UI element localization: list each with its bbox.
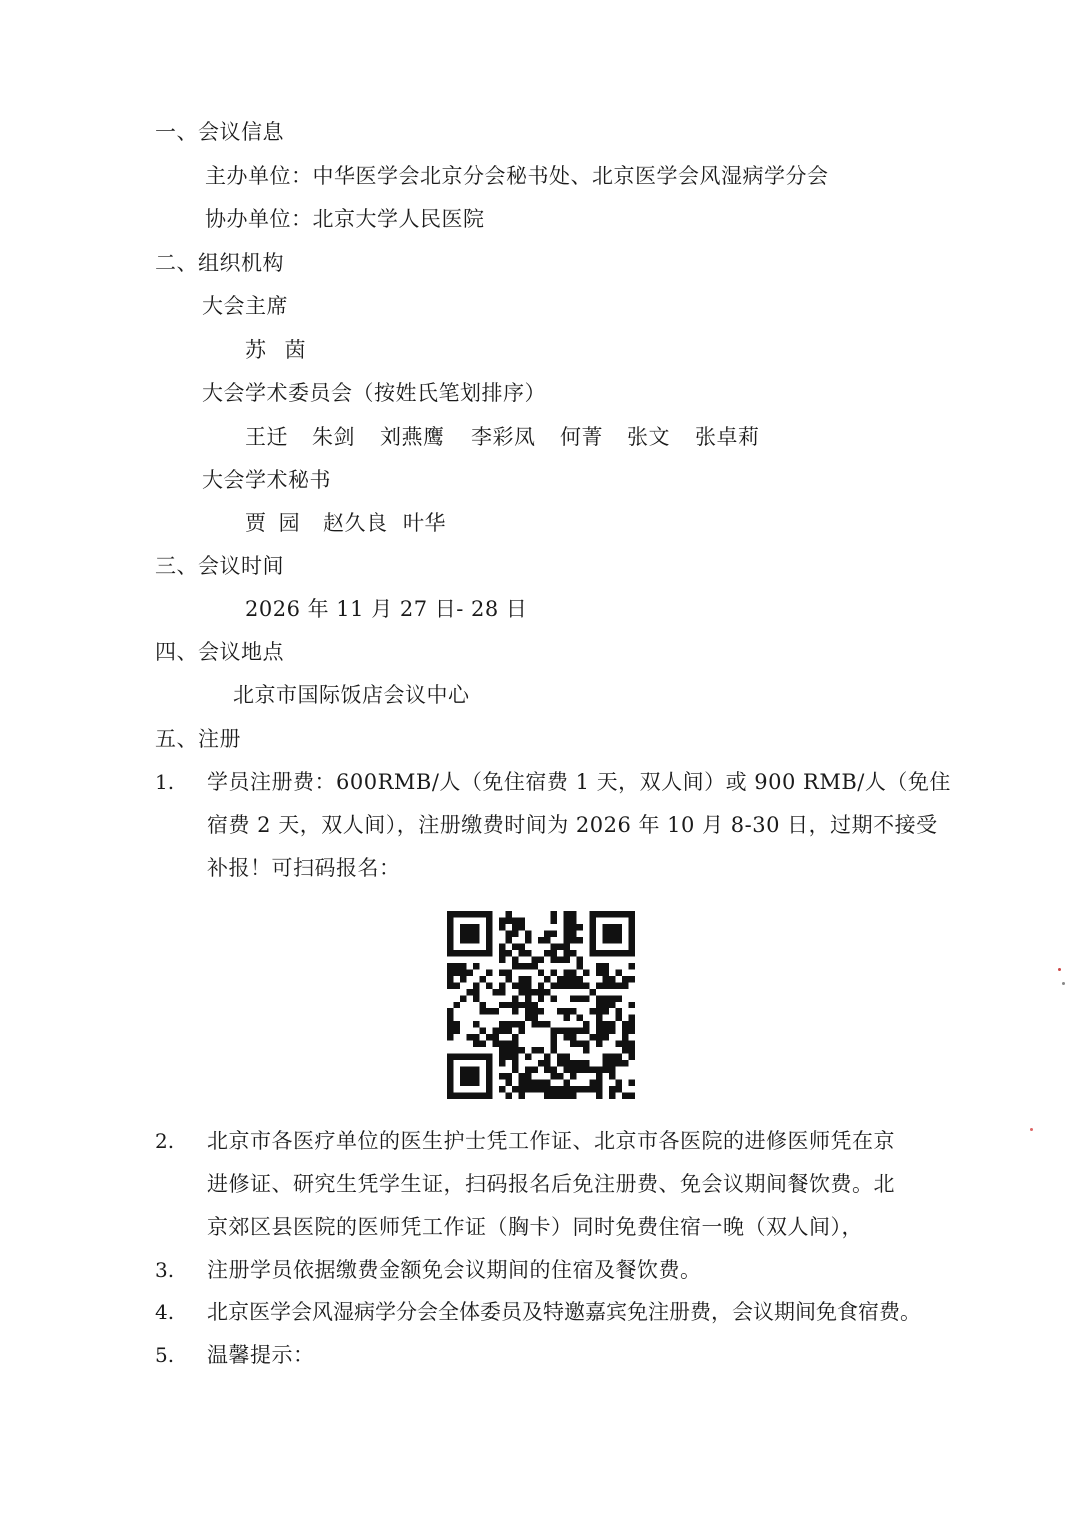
registration-qr-code[interactable] (446, 911, 636, 1099)
secretary-member: 叶华 (403, 511, 446, 535)
section-heading-meeting-time: 三、会议时间 (155, 554, 284, 578)
section-heading-meeting-venue: 四、会议地点 (155, 640, 284, 664)
committee-member: 张卓莉 (695, 425, 760, 449)
list-item-text: 学员注册费：600RMB/人（免住宿费 1 天，双人间）或 900 RMB/人（免住 (207, 770, 951, 794)
committee-member: 何菁 (560, 425, 603, 449)
qr-modules (447, 911, 635, 1099)
secretary-title: 大会学术秘书 (202, 468, 331, 492)
list-item-text: 京郊区县医院的医师凭工作证（胸卡）同时免费住宿一晚（双人间）， (207, 1215, 863, 1239)
list-item-text: 注册学员依据缴费金额免会议期间的住宿及餐饮费。 (207, 1258, 702, 1282)
list-item-text: 进修证、研究生凭学生证，扫码报名后免注册费、免会议期间餐饮费。北 (207, 1172, 895, 1196)
list-item-text: 北京市各医疗单位的医生护士凭工作证、北京市各医院的进修医师凭在京 (207, 1129, 895, 1153)
meeting-date: 2026 年 11 月 27 日- 28 日 (245, 597, 528, 621)
section-heading-registration: 五、注册 (155, 727, 241, 751)
secretary-member: 赵久良 (323, 511, 388, 535)
list-number: 2. (155, 1129, 175, 1153)
section-heading-organization: 二、组织机构 (155, 251, 284, 275)
list-item-text: 补报！可扫码报名： (207, 856, 401, 880)
list-number: 5. (155, 1343, 175, 1367)
committee-member: 张文 (627, 425, 670, 449)
committee-title: 大会学术委员会（按姓氏笔划排序） (202, 381, 546, 405)
list-number: 3. (155, 1258, 175, 1282)
list-item-text: 北京医学会风湿病学分会全体委员及特邀嘉宾免注册费，会议期间免食宿费。 (207, 1300, 921, 1324)
qr-code-graphic (446, 911, 636, 1099)
chair-title: 大会主席 (202, 294, 288, 318)
committee-member: 刘燕鹰 (380, 425, 445, 449)
list-number: 4. (155, 1300, 175, 1324)
host-organizer: 主办单位：中华医学会北京分会秘书处、北京医学会风湿病学分会 (205, 164, 829, 188)
committee-member: 朱剑 (312, 425, 355, 449)
chair-names: 苏 茵 (245, 338, 312, 362)
meeting-venue: 北京市国际饭店会议中心 (233, 683, 470, 707)
co-organizer: 协办单位：北京大学人民医院 (205, 207, 485, 231)
list-item-text: 温馨提示： (207, 1343, 315, 1367)
list-number: 1. (155, 770, 175, 794)
list-item-text: 宿费 2 天，双人间），注册缴费时间为 2026 年 10 月 8-30 日，过期不接受 (207, 813, 938, 837)
scan-speck (1030, 1128, 1033, 1131)
scan-speck (1062, 982, 1065, 985)
secretary-member: 贾 园 (245, 511, 303, 535)
committee-member: 李彩凤 (471, 425, 536, 449)
scan-speck (1058, 968, 1061, 971)
section-heading-meeting-info: 一、会议信息 (155, 120, 284, 144)
committee-member: 王迁 (245, 425, 288, 449)
